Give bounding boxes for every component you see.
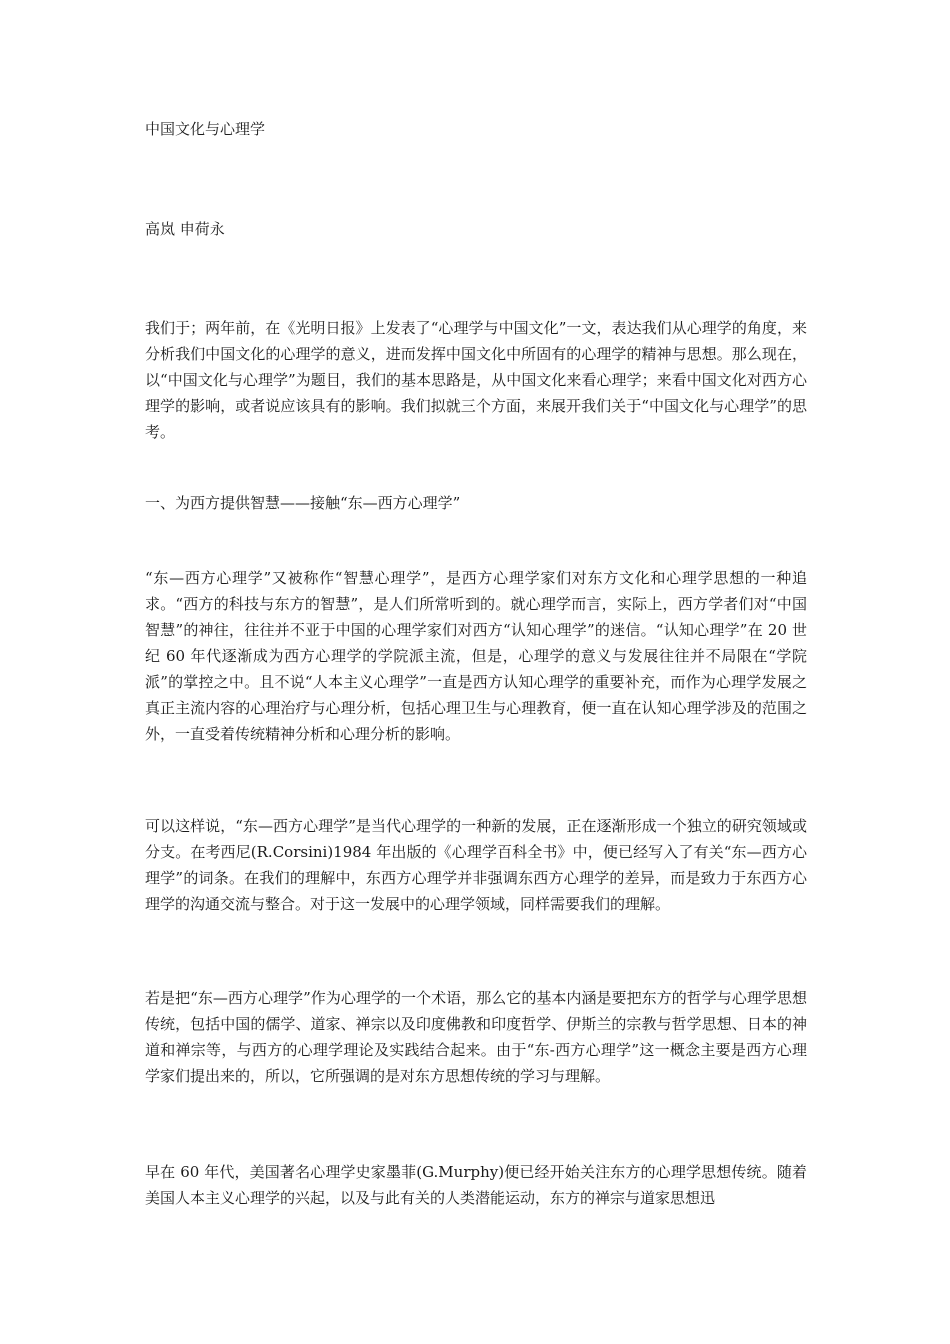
intro-paragraph: 我们于；两年前，在《光明日报》上发表了“心理学与中国文化”一文，表达我们从心理学的角度，来分析我们中国文化的心理学的意义，进而发挥中国文化中所固有的心理学的精神与思想。那么现在，以“中国文化与心理学”为题目，我们的基本思路是，从中国文化来看心理学；来看中国文化对西方心理学的影响，或者说应该具有的影响。我们拟就三个方面，来展开我们关于“中国文化与心理学”的思考。 [145,319,807,441]
body-paragraph-2: 可以这样说，“东—西方心理学”是当代心理学的一种新的发展，正在逐渐形成一个独立的研究领域或分支。在考西尼(R.Corsini)1984 年出版的《心理学百科全书》中，便已经写入了有关“东—西方心理学”的词条。在我们的理解中，东西方心理学并非强调东西方心理学的差异，而是致力于东西方心理学的沟通交流与整合。对于这一发展中的心理学领域，同样需要我们的理解。 [145,817,807,913]
document-authors: 高岚 申荷永 [145,220,225,238]
section-heading-1: 一、为西方提供智慧——接触“东—西方心理学” [145,494,461,512]
body-paragraph-1: “东—西方心理学”又被称作“智慧心理学”，是西方心理学家们对东方文化和心理学思想的一种追求。“西方的科技与东方的智慧”，是人们所常听到的。就心理学而言，实际上，西方学者们对“中国智慧”的神往，往往并不亚于中国的心理学家们对西方“认知心理学”的迷信。“认知心理学”在 20 世纪 60 年代逐渐成为西方心理学的学院派主流，但是，心理学的意义与发展往往并不局限在“学院派”的掌控之中。且不说“人本主义心理学”一直是西方认知心理学的重要补充，而作为心理学发展之真正主流内容的心理治疗与心理分析，包括心理卫生与心理教育，便一直在认知心理学涉及的范围之外，一直受着传统精神分析和心理分析的影响。 [145,569,807,743]
body-paragraph-4: 早在 60 年代，美国著名心理学史家墨菲(G.Murphy)便已经开始关注东方的心理学思想传统。随着美国人本主义心理学的兴起，以及与此有关的人类潜能运动，东方的禅宗与道家思想迅 [145,1163,807,1207]
body-paragraph-3: 若是把“东—西方心理学”作为心理学的一个术语，那么它的基本内涵是要把东方的哲学与心理学思想传统，包括中国的儒学、道家、禅宗以及印度佛教和印度哲学、伊斯兰的宗教与哲学思想、日本的神道和禅宗等，与西方的心理学理论及实践结合起来。由于“东-西方心理学”这一概念主要是西方心理学家们提出来的，所以，它所强调的是对东方思想传统的学习与理解。 [145,989,807,1085]
document-title: 中国文化与心理学 [145,120,266,138]
